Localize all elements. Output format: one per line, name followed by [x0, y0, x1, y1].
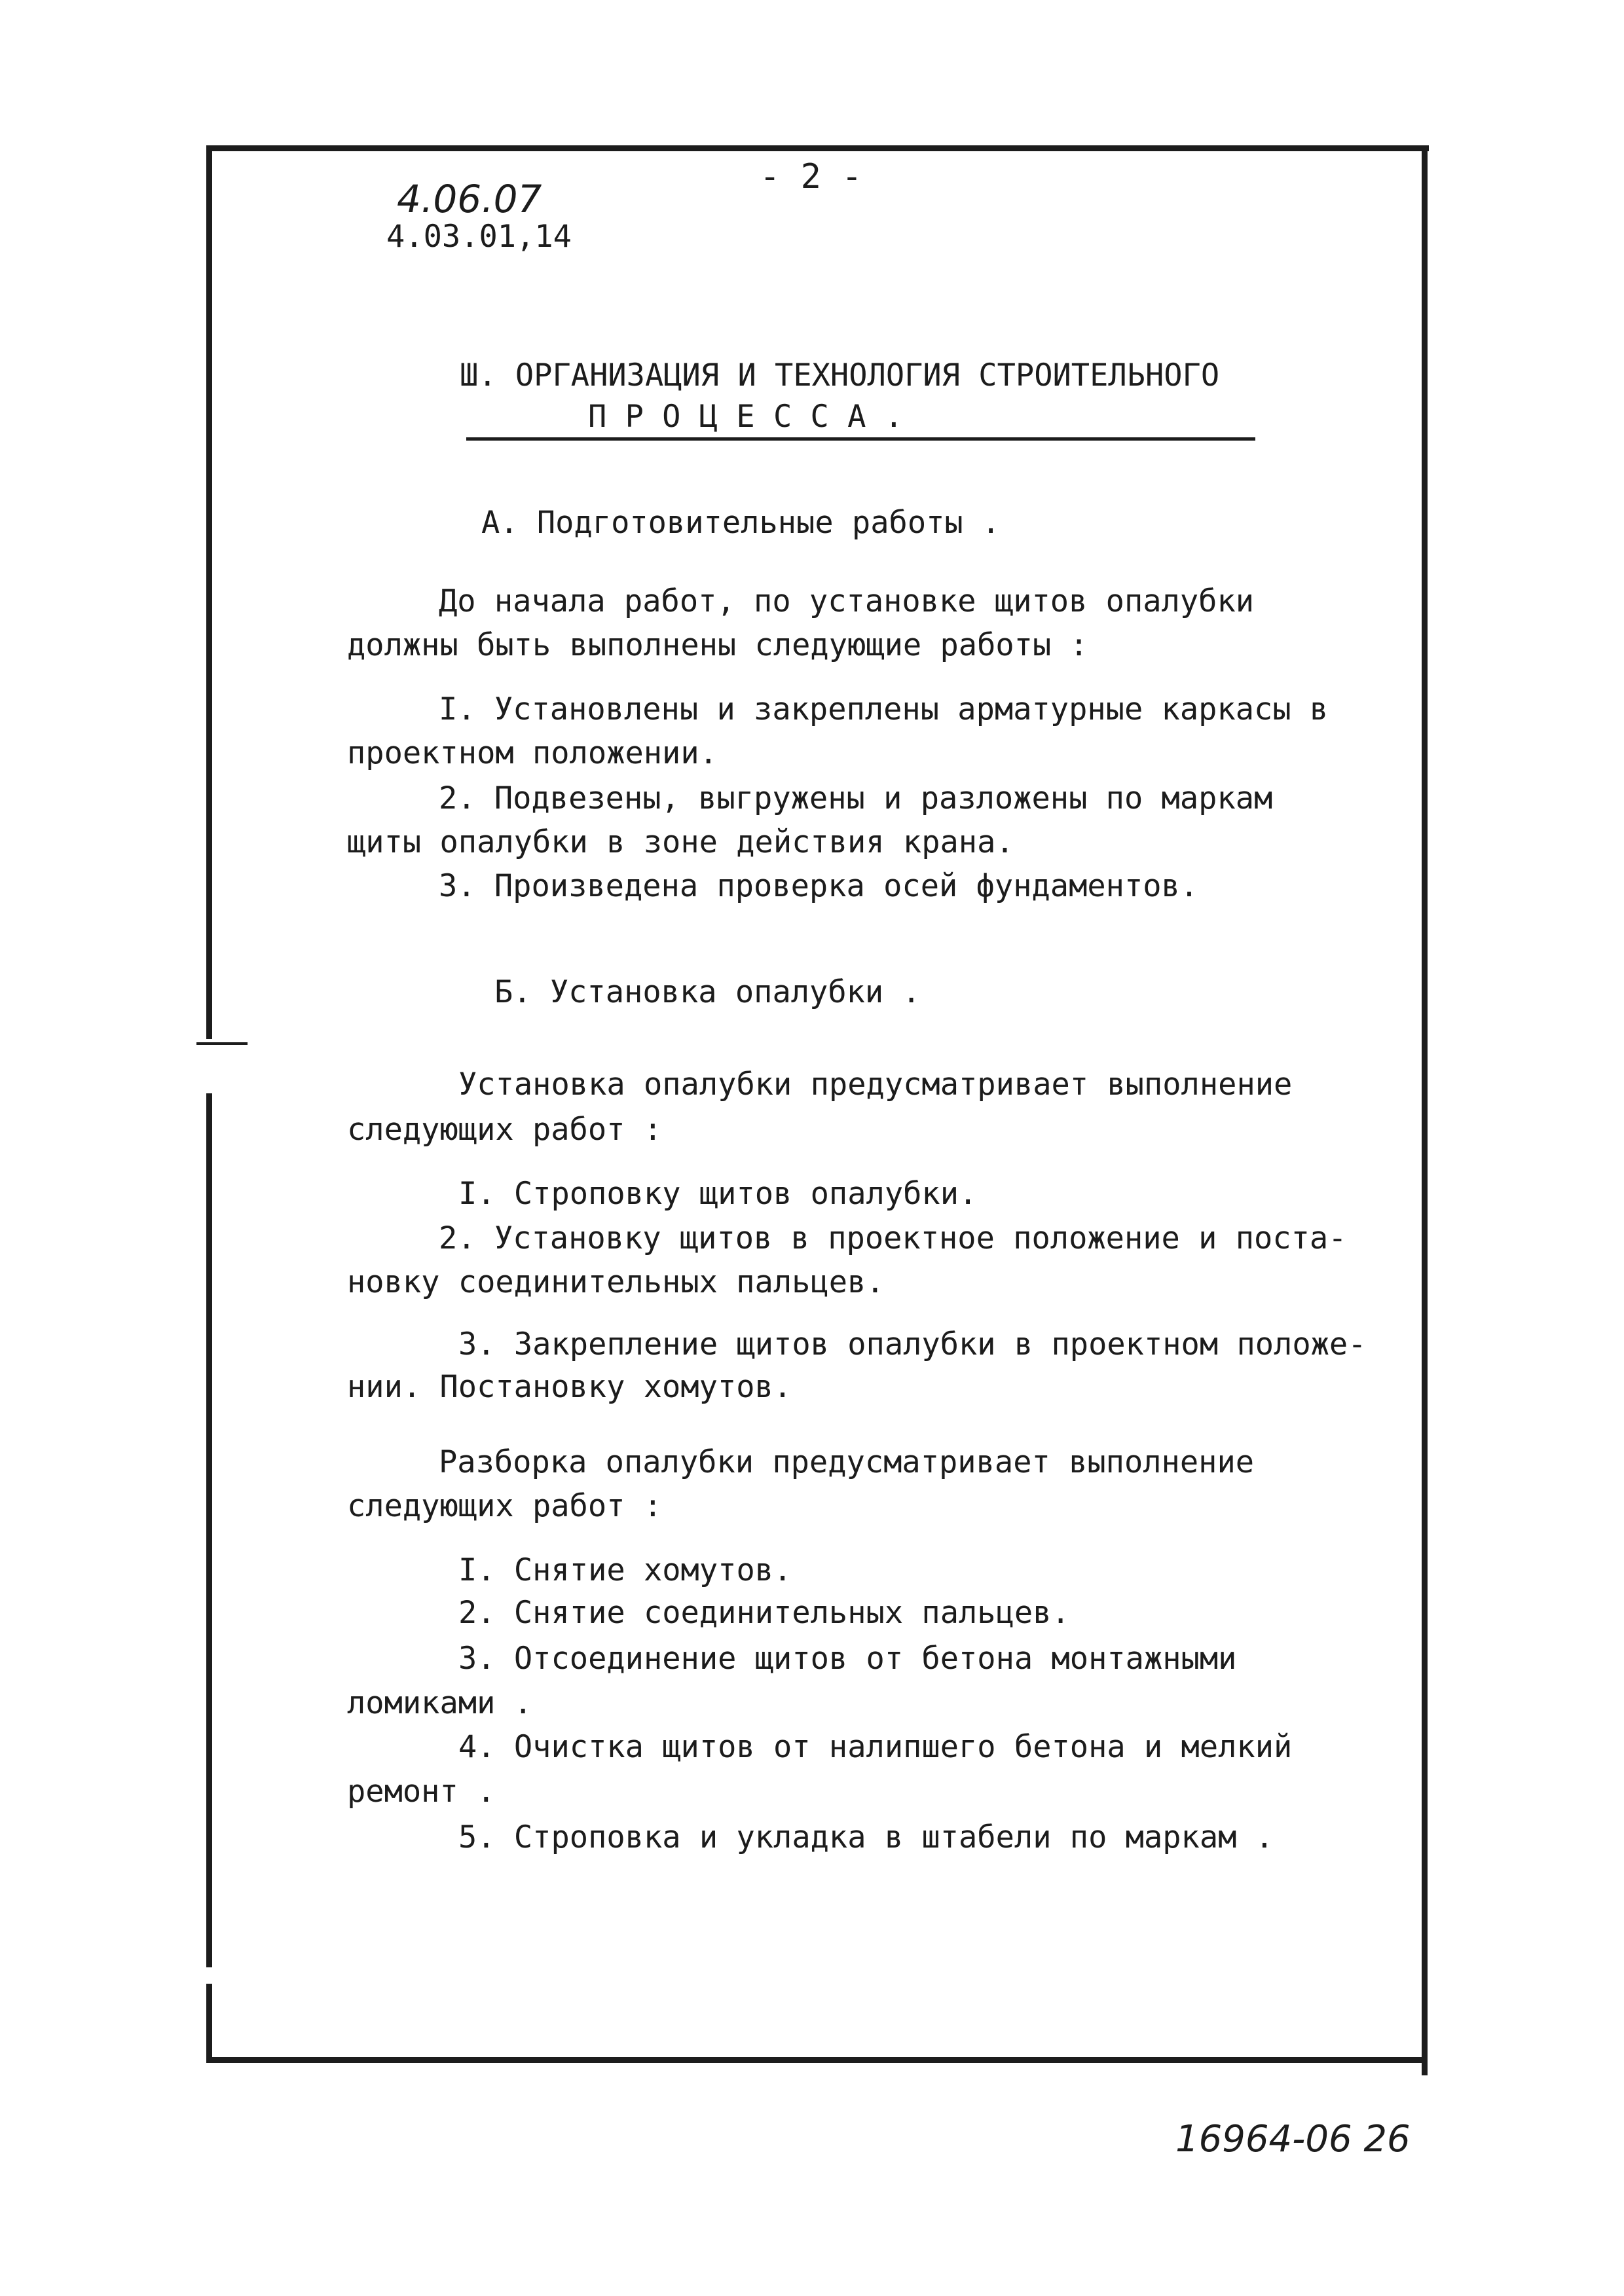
list-item: 2. Подвезены, выгружены и разложены по маркам	[439, 780, 1273, 816]
subsection-b-heading: Б. Установка опалубки .	[494, 974, 921, 1010]
list-item: 2. Установку щитов в проектное положение и поста-	[439, 1220, 1347, 1256]
handwritten-code: 4.06.07	[397, 177, 542, 221]
list-item: 4. Очистка щитов от налипшего бетона и мелкий	[458, 1729, 1293, 1765]
frame-left-border-lower	[206, 1984, 212, 2062]
list-item: I. Установлены и закреплены арматурные каркасы в	[439, 691, 1329, 727]
list-item: 3. Отсоединение щитов от бетона монтажными	[458, 1641, 1237, 1677]
list-item-continuation: нии. Постановку хомутов.	[347, 1369, 792, 1405]
list-item-continuation: проектном положении.	[347, 735, 718, 771]
list-item-continuation: щиты опалубки в зоне действия крана.	[347, 824, 1014, 860]
paragraph-line: Разборка опалубки предусматривает выполнение	[439, 1444, 1255, 1480]
list-item: I. Снятие хомутов.	[458, 1552, 792, 1588]
frame-left-border-middle	[206, 1093, 212, 1967]
section-title-underline	[466, 437, 1255, 441]
frame-top-border	[206, 145, 1429, 151]
paragraph-line: следующих работ :	[347, 1112, 663, 1148]
list-item: 3. Закрепление щитов опалубки в проектном положе-	[458, 1326, 1367, 1362]
section-title-line1: Ш. ОРГАНИЗАЦИЯ И ТЕХНОЛОГИЯ СТРОИТЕЛЬНОГО	[460, 357, 1220, 393]
frame-right-border	[1422, 145, 1428, 2075]
list-item: 3. Произведена проверка осей фундаментов.	[439, 868, 1199, 904]
paragraph-line: Установка опалубки предусматривает выполнение	[458, 1066, 1293, 1102]
document-code: 4.03.01,14	[386, 219, 572, 255]
paragraph-line: должны быть выполнены следующие работы :	[347, 627, 1088, 663]
frame-fold-mark	[196, 1042, 248, 1045]
paragraph-line: следующих работ :	[347, 1488, 663, 1524]
section-title-line2: П Р О Ц Е С С А .	[588, 399, 904, 435]
list-item: 5. Строповка и укладка в штабели по маркам .	[458, 1819, 1274, 1855]
paragraph-line: До начала работ, по установке щитов опалубки	[439, 583, 1255, 619]
list-item-continuation: новку соединительных пальцев.	[347, 1264, 885, 1300]
frame-left-border-upper	[206, 145, 212, 1039]
frame-bottom-border	[206, 2057, 1428, 2063]
list-item-continuation: ломиками .	[347, 1685, 532, 1721]
footer-document-number: 16964-06 26	[1175, 2118, 1411, 2160]
list-item: I. Строповку щитов опалубки.	[458, 1176, 978, 1212]
subsection-a-heading: А. Подготовительные работы .	[481, 505, 1001, 541]
list-item-continuation: ремонт .	[347, 1774, 496, 1810]
list-item: 2. Снятие соединительных пальцев.	[458, 1595, 1070, 1631]
page-number: - 2 -	[760, 157, 862, 196]
